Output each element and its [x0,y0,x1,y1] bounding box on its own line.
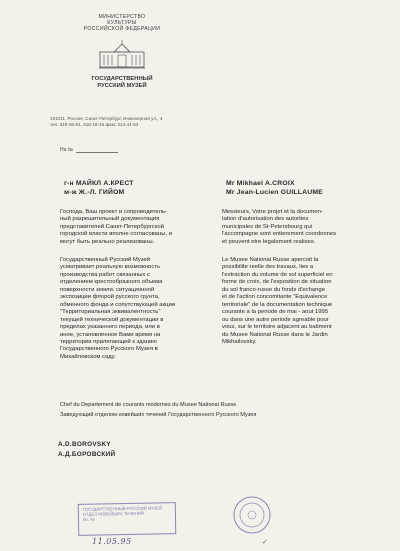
text-line: Государственный Русский Музей [60,257,151,263]
text-line: tation d'autorisation des autorites [222,216,309,223]
text-line: экспозиции флорой русского грунта, [60,294,160,301]
text-line: Михайловском саду. [60,353,116,360]
stamp-line: ОТДЕЛ НОВЕЙШИХ ТЕЧЕНИЙ [82,510,144,517]
text-line: представителей Санкт-Петербургской [60,223,164,230]
text-line: текущей технической документации в [60,316,164,323]
addressee-line: Mr Jean-Lucien GUILLAUME [226,189,323,196]
signatory-name-cyrillic: А.Д.БОРОВСКИЙ [58,451,116,458]
text-line: обменного фонда и сопутствующей акции [60,301,176,308]
text-line: иное, установленное Вами время на [60,331,161,338]
addressee-french [226,179,323,197]
addressee-line: Mr Mikhael A.CROIX [226,180,295,187]
addressee-line: м-ж Ж.-Л. ГИЙОМ [64,189,125,196]
text-line: могут быть реально реализованы. [60,238,155,245]
reference-blank [76,147,118,153]
stamp-line: ГОСУДАРСТВЕННЫЙ РУССКИЙ МУЗЕЙ [82,505,163,512]
text-line: municipales de St-Petersbourg qui [222,223,313,230]
address-line: 191011, Россия, Санкт-Петербург, Инженерная ул., 4 [50,116,163,121]
text-line: ou dans une autre periode agreable pour [222,316,329,323]
handwritten-date: 11.05.95 [92,537,132,546]
text-line: du sol franco-russe du fonds d'echange [222,286,325,293]
reference-line [60,147,118,153]
signatory-title-line: Chef du Departement de courants modernes du Musee National Russe [60,402,237,408]
signatory-name-latin: A.D.BOROVSKY [58,441,111,448]
text-line: поверхности земли, ситуационной [60,286,155,293]
signatory-title-line: Заведующий отделом новейших течений Государственного Русского Музея [60,411,257,418]
signatory-title [60,401,390,420]
body-french-paragraph-2 [222,257,387,346]
text-line: Государственного Русского Музея в [60,346,158,353]
text-line: vous, sur le territoire adjacent au batiment [222,324,332,331]
text-line: possibilite reelle des travaux, lies a [222,264,314,271]
text-line: ный разрешительный документация [60,216,160,223]
ministry-heading [52,14,192,32]
stamp-line: Вх. № [82,516,95,523]
text-line: et de l'action concomitante "Equivalence [222,294,328,301]
museum-name [52,76,192,90]
text-line: городской власти вполне согласованы, и [60,231,172,238]
text-line: l'accompagne sont entierement coordonnes [222,231,337,238]
text-line: "Территориальная эквивалентность" [60,309,161,316]
reference-label: На № [60,147,74,153]
address-line: тел. 318-08-81, 318-19-16 факс 314-41-53 [50,122,139,127]
text-line: territoriale" de la documentation technique [222,301,333,308]
ministry-line: МИНИСТЕРСТВО [98,14,146,20]
museum-name-line: РУССКИЙ МУЗЕЙ [97,83,147,89]
text-line: территории прилегающей к зданию [60,338,157,345]
text-line: Messieurs, Votre projet et la documen- [222,209,323,215]
museum-name-line: ГОСУДАРСТВЕННЫЙ [91,76,153,82]
text-line: du Musee National Russe dans le Jardin [222,331,328,338]
rectangular-stamp [78,502,177,536]
ministry-line: КУЛЬТУРЫ [107,20,137,26]
text-line: et peuvent etre legalement realises. [222,238,316,245]
text-line: Господа, Ваш проект и сопроводитель- [60,209,167,215]
text-line: пределах указанного периода, или в [60,324,160,331]
corner-mark-icon: ✓ [262,539,268,546]
text-line: forme de croix, de l'exposition de situation [222,279,332,286]
text-line: Le Musee National Russe apercoit la [222,257,319,263]
body-russian-paragraph-1 [60,209,220,246]
addressee-line: г-н МАЙКЛ А.КРЕСТ [64,180,134,187]
body-russian-paragraph-2 [60,257,220,361]
text-line: усматривает реальную возможность [60,264,161,271]
text-line: отделением крестообразного объема [60,279,163,286]
text-line: l'extraction du volume de sol superficiel en [222,271,333,278]
museum-building-icon [99,39,145,69]
signature-block [58,440,115,460]
round-seal-icon [232,495,272,535]
text-line: courante a la periode de mai - aout 1995 [222,309,329,316]
ministry-line: РОССИЙСКОЙ ФЕДЕРАЦИИ [83,26,161,32]
letterhead [52,14,192,90]
letterhead-address [50,116,200,128]
text-line: Mikhailovsky. [222,338,257,345]
addressee-russian [64,179,134,197]
text-line: производства работ связанных с [60,271,150,278]
body-french-paragraph-1 [222,209,387,246]
